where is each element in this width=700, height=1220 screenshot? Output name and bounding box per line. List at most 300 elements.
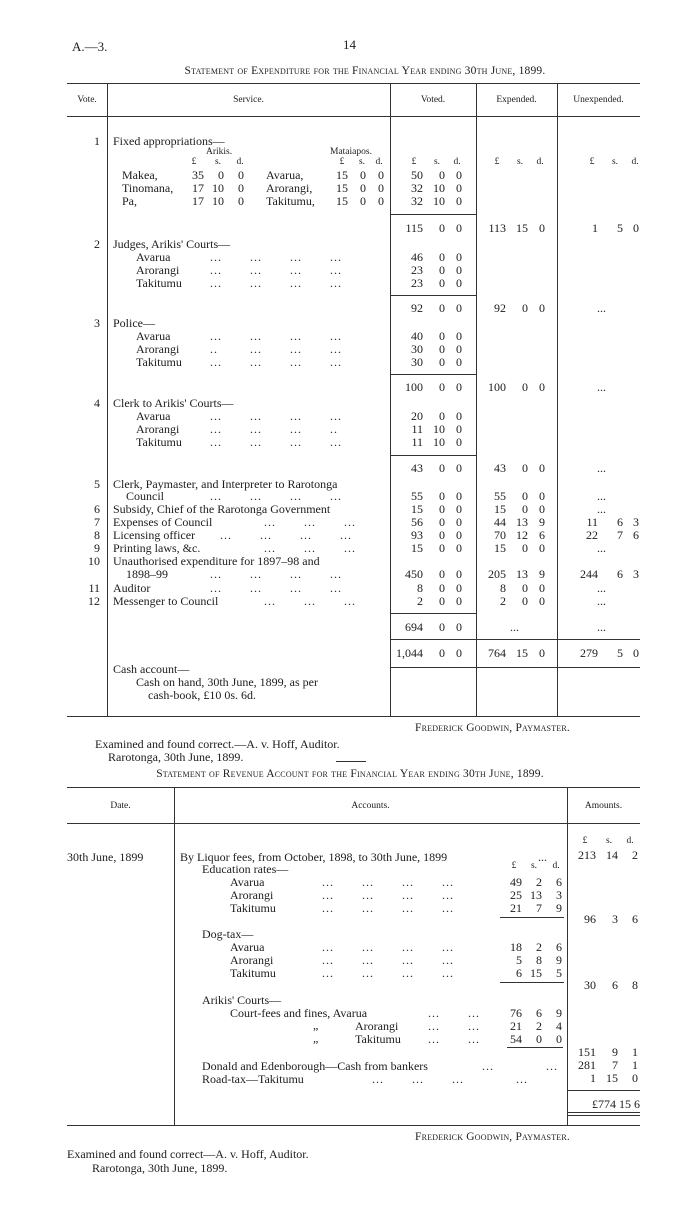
unexpended-nil: ... bbox=[597, 541, 606, 555]
revenue-date: 30th June, 1899 bbox=[67, 850, 144, 864]
col-header-expended: Expended. bbox=[496, 95, 537, 105]
amount-pence: 1 bbox=[632, 1058, 638, 1072]
subtotal-rule bbox=[390, 613, 476, 614]
voted-pence: 0 bbox=[456, 194, 462, 208]
expended-shillings: 0 bbox=[522, 581, 528, 595]
amount-shillings: 0 bbox=[360, 194, 366, 208]
amount-shillings: 0 bbox=[536, 1032, 542, 1046]
leader-dots: ... ... ... ... bbox=[220, 528, 352, 542]
amount-pounds: 17 bbox=[192, 194, 204, 208]
leader-dots: ... ... ... ... bbox=[322, 901, 454, 915]
vote-label: Clerk, Paymaster, and Interpreter to Rarotonga bbox=[113, 477, 338, 491]
unexpended-pence: 3 bbox=[633, 567, 639, 581]
expended-shillings: 0 bbox=[522, 594, 528, 608]
vote-number: 12 bbox=[88, 594, 100, 608]
voted-pounds: 93 bbox=[411, 528, 423, 542]
amount-pounds: 213 bbox=[578, 848, 596, 862]
page-reference: A.—3. bbox=[72, 39, 108, 54]
amount-pounds: 21 bbox=[510, 1019, 522, 1033]
voted-pence: 0 bbox=[456, 581, 462, 595]
expended-pounds: 55 bbox=[494, 489, 506, 503]
voted-shillings: 0 bbox=[439, 250, 445, 264]
expended-pounds: 70 bbox=[494, 528, 506, 542]
voted-pounds: 30 bbox=[411, 355, 423, 369]
amount-shillings: 2 bbox=[536, 1019, 542, 1033]
mataiapos-subheading: Mataiapos. bbox=[330, 147, 372, 157]
amount-pence: 0 bbox=[556, 1032, 562, 1046]
subtotal-rule bbox=[390, 374, 476, 375]
voted-pounds: 11 bbox=[411, 422, 423, 436]
expended-pounds: 205 bbox=[488, 567, 506, 581]
amount-pence: 9 bbox=[556, 901, 562, 915]
grand-total-unexpended-pounds: 279 bbox=[580, 646, 598, 660]
leader-dots: ... ... ... ... bbox=[210, 567, 342, 581]
amount-shillings: 10 bbox=[212, 181, 224, 195]
vote-number: 9 bbox=[94, 541, 100, 555]
leader-dots: ... ... bbox=[428, 1032, 480, 1046]
expended-shillings: 0 bbox=[522, 461, 528, 475]
item-name: Avarua bbox=[136, 409, 171, 423]
voted-pounds: 23 bbox=[411, 276, 423, 290]
voted-pence: 0 bbox=[456, 342, 462, 356]
vote-label: Fixed appropriations— bbox=[113, 134, 225, 148]
unexpended-shillings: 5 bbox=[617, 221, 623, 235]
col-header-voted: Voted. bbox=[420, 95, 446, 105]
leader-dots: ... ... ... ... bbox=[322, 888, 454, 902]
vote-number: 11 bbox=[88, 581, 100, 595]
expended-pence: 0 bbox=[539, 541, 545, 555]
voted-pence: 0 bbox=[456, 409, 462, 423]
vote-total-pounds: 92 bbox=[411, 301, 423, 315]
expended-shillings: 0 bbox=[522, 301, 528, 315]
expended-pence: 6 bbox=[539, 528, 545, 542]
education-rates-label: Education rates— bbox=[202, 862, 289, 876]
vote-label: Licensing officer bbox=[113, 528, 196, 542]
amount-pence: 6 bbox=[556, 875, 562, 889]
unexpended-pounds: 244 bbox=[580, 567, 598, 581]
expended-pounds: 15 bbox=[494, 541, 506, 555]
grand-total-rule bbox=[567, 1090, 640, 1091]
item-name: Takitumu bbox=[136, 355, 182, 369]
amount-pence: 4 bbox=[556, 1019, 562, 1033]
lsd-shilling-header: s. bbox=[605, 836, 613, 846]
item-name: Arorangi bbox=[136, 342, 180, 356]
item-name: Avarua bbox=[230, 875, 265, 889]
grand-total-rule bbox=[390, 667, 640, 668]
col-header-date: Date. bbox=[110, 801, 131, 811]
expended-pence: 9 bbox=[539, 515, 545, 529]
rev-col-divider bbox=[174, 787, 175, 1125]
amount-pence: 1 bbox=[632, 1045, 638, 1059]
voted-shillings: 0 bbox=[439, 489, 445, 503]
unexpended-nil: ... bbox=[597, 461, 606, 475]
unexpended-nil: ... bbox=[597, 380, 606, 394]
grand-total-voted-pounds: 1,044 bbox=[396, 646, 423, 660]
amount-pounds: 15 bbox=[336, 181, 348, 195]
vote-total-pence: 0 bbox=[456, 301, 462, 315]
expenditure-title: Statement of Expenditure for the Financial Year ending 30th June, 1899. bbox=[184, 65, 546, 77]
dog-tax-label: Dog-tax— bbox=[202, 927, 254, 941]
voted-pounds: 23 bbox=[411, 263, 423, 277]
lsd-shilling-header: s. bbox=[530, 861, 538, 871]
expended-shillings: 0 bbox=[522, 541, 528, 555]
item-name: Arorangi bbox=[136, 422, 180, 436]
leader-dots: ... bbox=[538, 850, 547, 864]
col-header-amounts: Amounts. bbox=[584, 801, 623, 811]
item-name: Takitumu bbox=[230, 966, 276, 980]
voted-shillings: 0 bbox=[439, 276, 445, 290]
vote-number: 10 bbox=[88, 554, 100, 568]
voted-pounds: 11 bbox=[411, 435, 423, 449]
place-date: Rarotonga, 30th June, 1899. bbox=[108, 750, 244, 764]
subtotal-rule bbox=[500, 982, 564, 983]
cash-account-text: Cash on hand, 30th June, 1899, as per bbox=[136, 675, 318, 689]
voted-pence: 0 bbox=[456, 181, 462, 195]
exp-table-bottom-rule bbox=[67, 716, 640, 717]
amount-pounds: 25 bbox=[510, 888, 522, 902]
leader-dots: ... ... ... ... bbox=[210, 581, 342, 595]
vote-label: Auditor bbox=[113, 581, 151, 595]
amount-shillings: 6 bbox=[536, 1006, 542, 1020]
vote-label: Police— bbox=[113, 316, 155, 330]
amount-pence: 5 bbox=[556, 966, 562, 980]
paymaster-signature: Frederick Goodwin, Paymaster. bbox=[415, 1131, 570, 1143]
lsd-pound-header: £ bbox=[494, 157, 500, 167]
amount-pence: 3 bbox=[556, 888, 562, 902]
unexpended-nil: ... bbox=[597, 489, 606, 503]
col-header-accounts: Accounts. bbox=[351, 801, 390, 811]
voted-shillings: 0 bbox=[439, 342, 445, 356]
voted-pence: 0 bbox=[456, 355, 462, 369]
lsd-pence-header: d. bbox=[536, 157, 544, 167]
paymaster-signature: Frederick Goodwin, Paymaster. bbox=[415, 722, 570, 734]
vote-number: 2 bbox=[94, 237, 100, 251]
amount-pounds: 30 bbox=[584, 978, 596, 992]
voted-pounds: 55 bbox=[411, 489, 423, 503]
unexpended-pence: 3 bbox=[633, 515, 639, 529]
expended-shillings: 0 bbox=[522, 380, 528, 394]
voted-pounds: 46 bbox=[411, 250, 423, 264]
voted-pounds: 450 bbox=[405, 567, 423, 581]
exp-table-top-rule bbox=[67, 83, 640, 84]
voted-pence: 0 bbox=[456, 567, 462, 581]
vote-label-continued: Council bbox=[126, 489, 164, 503]
vote-number: 6 bbox=[94, 502, 100, 516]
amount-pounds: 18 bbox=[510, 940, 522, 954]
lsd-shilling-header: s. bbox=[433, 157, 441, 167]
voted-shillings: 0 bbox=[439, 263, 445, 277]
unexpended-shillings: 6 bbox=[617, 515, 623, 529]
voted-shillings: 10 bbox=[433, 181, 445, 195]
expended-shillings: 13 bbox=[516, 515, 528, 529]
voted-pence: 0 bbox=[456, 489, 462, 503]
expended-pence: 0 bbox=[539, 502, 545, 516]
item-name: Arorangi bbox=[230, 953, 274, 967]
ariki-name: Tinomana, bbox=[122, 181, 174, 195]
leader-dots: ... ... bbox=[482, 1059, 558, 1073]
vote-label: Judges, Arikis' Courts— bbox=[113, 237, 231, 251]
place-date: Rarotonga, 30th June, 1899. bbox=[92, 1161, 228, 1175]
amount-shillings: 7 bbox=[612, 1058, 618, 1072]
amount-pence: 6 bbox=[556, 940, 562, 954]
voted-pounds: 50 bbox=[411, 168, 423, 182]
lsd-pence-header: d. bbox=[626, 836, 634, 846]
grand-total-unexpended-shillings: 5 bbox=[617, 646, 623, 660]
expended-shillings: 0 bbox=[522, 489, 528, 503]
voted-pounds: 30 bbox=[411, 342, 423, 356]
vote-number: 7 bbox=[94, 515, 100, 529]
exp-header-rule bbox=[67, 116, 640, 117]
amount-pence: 8 bbox=[632, 978, 638, 992]
unexpended-pounds: 22 bbox=[586, 528, 598, 542]
amount-pence: 0 bbox=[378, 168, 384, 182]
rev-table-bottom-rule bbox=[67, 1125, 640, 1126]
exp-col-divider bbox=[476, 83, 477, 716]
voted-shillings: 0 bbox=[439, 567, 445, 581]
amount-pence: 0 bbox=[238, 194, 244, 208]
bankers-cash-label: Donald and Edenborough—Cash from bankers bbox=[202, 1059, 428, 1073]
amount-pence: 0 bbox=[238, 181, 244, 195]
leader-dots: ... ... ... bbox=[264, 541, 356, 555]
votes-5-12-total-shillings: 0 bbox=[439, 620, 445, 634]
voted-pence: 0 bbox=[456, 594, 462, 608]
rev-col-divider bbox=[567, 787, 568, 1125]
amount-pounds: 21 bbox=[510, 901, 522, 915]
amount-pounds: 49 bbox=[510, 875, 522, 889]
voted-pence: 0 bbox=[456, 422, 462, 436]
mataiapo-district: Takitumu, bbox=[266, 194, 315, 208]
voted-pence: 0 bbox=[456, 541, 462, 555]
item-name: Takitumu bbox=[230, 901, 276, 915]
leader-dots: ... ... ... ... bbox=[210, 435, 342, 449]
lsd-pence-header: d. bbox=[552, 861, 560, 871]
mataiapo-district: Arorangi, bbox=[266, 181, 313, 195]
expended-shillings: 13 bbox=[516, 567, 528, 581]
vote-total-pence: 0 bbox=[456, 461, 462, 475]
vote-label: Subsidy, Chief of the Rarotonga Government bbox=[113, 502, 331, 516]
expended-pence: 0 bbox=[539, 581, 545, 595]
liquor-fees-label: By Liquor fees, from October, 1898, to 30th June, 1899 bbox=[180, 850, 448, 864]
vote-number: 3 bbox=[94, 316, 100, 330]
amount-pounds: 15 bbox=[336, 168, 348, 182]
grand-total-expended-pence: 0 bbox=[539, 646, 545, 660]
amount-shillings: 10 bbox=[212, 194, 224, 208]
voted-pence: 0 bbox=[456, 250, 462, 264]
subtotal-rule bbox=[390, 214, 476, 215]
leader-dots: ... ... ... ... bbox=[322, 953, 454, 967]
vote-total-shillings: 0 bbox=[439, 301, 445, 315]
vote-total-pounds: 100 bbox=[405, 380, 423, 394]
vote-total-pence: 0 bbox=[456, 221, 462, 235]
exp-col-divider bbox=[557, 83, 558, 716]
item-name: Court-fees and fines, Avarua bbox=[230, 1006, 368, 1020]
grand-total-rule bbox=[390, 639, 640, 640]
subtotal-rule bbox=[390, 295, 476, 296]
leader-dots: ... ... ... ... bbox=[372, 1072, 528, 1086]
item-name: Arorangi bbox=[136, 263, 180, 277]
amount-pounds: 5 bbox=[516, 953, 522, 967]
voted-pence: 0 bbox=[456, 168, 462, 182]
amount-pence: 0 bbox=[238, 168, 244, 182]
vote-total-shillings: 0 bbox=[439, 221, 445, 235]
unexpended-nil: ... bbox=[597, 581, 606, 595]
voted-pence: 0 bbox=[456, 515, 462, 529]
vote-total-pounds: 43 bbox=[411, 461, 423, 475]
vote-label: Expenses of Council bbox=[113, 515, 213, 529]
leader-dots: ... ... ... ... bbox=[210, 409, 342, 423]
amount-pounds: 76 bbox=[510, 1006, 522, 1020]
amount-shillings: 2 bbox=[536, 940, 542, 954]
voted-shillings: 0 bbox=[439, 581, 445, 595]
lsd-shilling-header: s. bbox=[516, 157, 524, 167]
lsd-pence-header: d. bbox=[375, 157, 383, 167]
voted-pounds: 40 bbox=[411, 329, 423, 343]
amount-pounds: 1 bbox=[590, 1071, 596, 1085]
revenue-grand-total: £774 15 6 bbox=[592, 1097, 640, 1111]
voted-shillings: 0 bbox=[439, 502, 445, 516]
amount-pounds: 281 bbox=[578, 1058, 596, 1072]
vote-label: Printing laws, &c. bbox=[113, 541, 201, 555]
voted-pence: 0 bbox=[456, 528, 462, 542]
amount-shillings: 13 bbox=[530, 888, 542, 902]
voted-pounds: 56 bbox=[411, 515, 423, 529]
lsd-shilling-header: s. bbox=[611, 157, 619, 167]
unexpended-nil: ... bbox=[597, 301, 606, 315]
voted-shillings: 0 bbox=[439, 515, 445, 529]
rev-header-rule bbox=[67, 823, 640, 824]
lsd-pound-header: £ bbox=[589, 157, 595, 167]
leader-dots: ... ... ... bbox=[264, 515, 356, 529]
item-name: Takitumu bbox=[355, 1032, 401, 1046]
amount-pence: 9 bbox=[556, 1006, 562, 1020]
expended-pence: 0 bbox=[539, 221, 545, 235]
vote-number: 4 bbox=[94, 396, 100, 410]
amount-shillings: 0 bbox=[218, 168, 224, 182]
double-rule bbox=[567, 1112, 640, 1116]
amount-shillings: 2 bbox=[536, 875, 542, 889]
leader-dots: ... ... ... ... bbox=[322, 875, 454, 889]
unexpended-shillings: 6 bbox=[617, 567, 623, 581]
leader-dots: ... ... ... ... bbox=[210, 355, 342, 369]
voted-shillings: 0 bbox=[439, 355, 445, 369]
grand-total-voted-pence: 0 bbox=[456, 646, 462, 660]
unexpended-pounds: 11 bbox=[586, 515, 598, 529]
expended-nil: ... bbox=[510, 620, 519, 634]
unexpended-pence: 6 bbox=[633, 528, 639, 542]
leader-dots: .. ... ... ... bbox=[210, 342, 342, 356]
item-name: Takitumu bbox=[136, 435, 182, 449]
item-name: Avarua bbox=[136, 329, 171, 343]
subtotal-rule bbox=[500, 917, 564, 918]
revenue-title: Statement of Revenue Account for the Financial Year ending 30th June, 1899. bbox=[156, 768, 544, 780]
expended-pence: 0 bbox=[539, 461, 545, 475]
voted-pence: 0 bbox=[456, 329, 462, 343]
expended-pounds: 92 bbox=[494, 301, 506, 315]
vote-total-shillings: 0 bbox=[439, 461, 445, 475]
ariki-name: Pa, bbox=[122, 194, 137, 208]
grand-total-expended-shillings: 15 bbox=[516, 646, 528, 660]
expended-pounds: 100 bbox=[488, 380, 506, 394]
leader-dots: ... ... bbox=[428, 1019, 480, 1033]
unexpended-nil: ... bbox=[597, 502, 606, 516]
voted-shillings: 10 bbox=[433, 194, 445, 208]
exp-col-divider bbox=[390, 83, 391, 716]
voted-shillings: 10 bbox=[433, 435, 445, 449]
lsd-pound-header: £ bbox=[191, 157, 197, 167]
grand-total-expended-pounds: 764 bbox=[488, 646, 506, 660]
ariki-name: Makea, bbox=[122, 168, 158, 182]
amount-pence: 9 bbox=[556, 953, 562, 967]
expended-pounds: 113 bbox=[488, 221, 506, 235]
subtotal-rule bbox=[390, 455, 476, 456]
leader-dots: ... ... ... bbox=[264, 594, 356, 608]
grand-total-voted-shillings: 0 bbox=[439, 646, 445, 660]
voted-pounds: 2 bbox=[417, 594, 423, 608]
amount-pence: 0 bbox=[378, 181, 384, 195]
ditto-mark: „ bbox=[313, 1031, 319, 1045]
vote-number: 8 bbox=[94, 528, 100, 542]
unexpended-nil: ... bbox=[597, 594, 606, 608]
amount-pounds: 151 bbox=[578, 1045, 596, 1059]
voted-pence: 0 bbox=[456, 502, 462, 516]
lsd-pence-header: d. bbox=[236, 157, 244, 167]
amount-pounds: 54 bbox=[510, 1032, 522, 1046]
leader-dots: ... ... ... ... bbox=[210, 263, 342, 277]
unexpended-pence: 0 bbox=[633, 221, 639, 235]
expended-shillings: 15 bbox=[516, 221, 528, 235]
voted-shillings: 0 bbox=[439, 541, 445, 555]
amount-shillings: 3 bbox=[612, 912, 618, 926]
voted-pence: 0 bbox=[456, 263, 462, 277]
vote-label-continued: 1898–99 bbox=[126, 567, 168, 581]
expended-pounds: 8 bbox=[500, 581, 506, 595]
voted-pence: 0 bbox=[456, 435, 462, 449]
vote-total-pounds: 115 bbox=[405, 221, 423, 235]
voted-shillings: 0 bbox=[439, 594, 445, 608]
page-number: 14 bbox=[343, 37, 356, 52]
amount-shillings: 0 bbox=[360, 181, 366, 195]
arikis-subheading: Arikis. bbox=[206, 147, 233, 157]
amount-shillings: 6 bbox=[612, 978, 618, 992]
exp-col-divider bbox=[107, 83, 108, 716]
vote-label: Unauthorised expenditure for 1897–98 and bbox=[113, 554, 320, 568]
lsd-pence-header: d. bbox=[453, 157, 461, 167]
expended-shillings: 12 bbox=[516, 528, 528, 542]
item-name: Avarua bbox=[230, 940, 265, 954]
lsd-pound-header: £ bbox=[511, 861, 517, 871]
mataiapo-district: Avarua, bbox=[266, 168, 304, 182]
voted-pounds: 32 bbox=[411, 181, 423, 195]
expended-pounds: 44 bbox=[494, 515, 506, 529]
amount-pence: 0 bbox=[378, 194, 384, 208]
voted-pounds: 15 bbox=[411, 502, 423, 516]
vote-label: Messenger to Council bbox=[113, 594, 219, 608]
unexpended-shillings: 7 bbox=[617, 528, 623, 542]
expended-pounds: 15 bbox=[494, 502, 506, 516]
vote-number: 5 bbox=[94, 477, 100, 491]
voted-shillings: 0 bbox=[439, 329, 445, 343]
col-header-vote: Vote. bbox=[77, 95, 97, 105]
leader-dots: ... ... bbox=[428, 1006, 480, 1020]
voted-pounds: 20 bbox=[411, 409, 423, 423]
separator-rule bbox=[336, 761, 366, 762]
votes-5-12-total-pounds: 694 bbox=[405, 620, 423, 634]
subtotal-rule bbox=[507, 1047, 563, 1048]
amount-pounds: 17 bbox=[192, 181, 204, 195]
auditor-certificate: Examined and found correct—A. v. Hoff, Auditor. bbox=[67, 1147, 309, 1161]
amount-pence: 6 bbox=[632, 912, 638, 926]
voted-shillings: 0 bbox=[439, 528, 445, 542]
